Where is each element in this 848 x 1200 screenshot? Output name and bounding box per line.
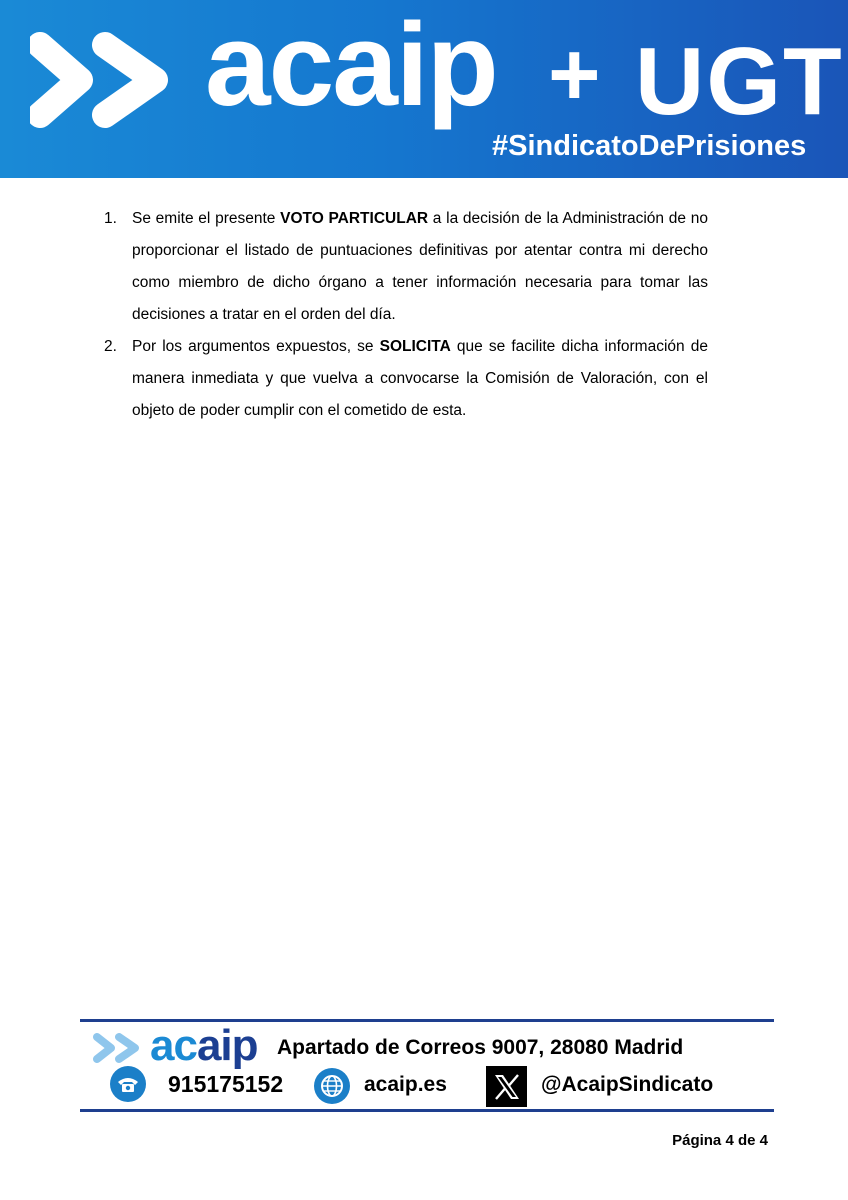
page-number: Página 4 de 4	[672, 1132, 768, 1149]
list-item	[104, 203, 708, 331]
list-text: Por los argumentos expuestos, se SOLICITA que se facilite dicha información de manera inmediata y que vuelva a convocarse la Comisión de Valoración, con el objeto de poder cumplir con el cometido de esta.	[132, 338, 708, 419]
list-text: Se emite el presente VOTO PARTICULAR a la decisión de la Administración de no proporcionar el listado de puntuaciones definitivas por atentar contra mi derecho como miembro de dicho órgano a tener información necesaria para tomar las decisiones a tratar en el orden del día.	[132, 210, 708, 323]
globe-icon	[314, 1068, 350, 1104]
footer-phone[interactable]: 915175152	[168, 1071, 284, 1097]
header-banner	[0, 0, 848, 178]
list-item	[104, 331, 708, 427]
partner-name: UGT	[635, 28, 844, 135]
brand-plus: +	[548, 25, 601, 125]
chevrons-logo-icon	[30, 25, 200, 135]
footer-website[interactable]: acaip.es	[364, 1073, 447, 1096]
document-body	[104, 203, 708, 427]
footer-address: Apartado de Correos 9007, 28080 Madrid	[277, 1036, 684, 1059]
phone-icon	[110, 1066, 146, 1102]
list-number: 2.	[104, 338, 117, 355]
footer-chevrons-icon	[93, 1032, 147, 1064]
hashtag: #SindicatoDePrisiones	[492, 130, 807, 162]
footer-divider-bottom	[80, 1109, 774, 1112]
emphasis: VOTO PARTICULAR	[280, 210, 429, 227]
footer-logo: acaip	[150, 1021, 258, 1070]
footer-social-handle[interactable]: @AcaipSindicato	[541, 1073, 714, 1096]
brand-name: acaip	[205, 0, 497, 131]
x-logo-icon	[486, 1066, 527, 1107]
emphasis: SOLICITA	[379, 338, 451, 355]
list-number: 1.	[104, 210, 117, 227]
